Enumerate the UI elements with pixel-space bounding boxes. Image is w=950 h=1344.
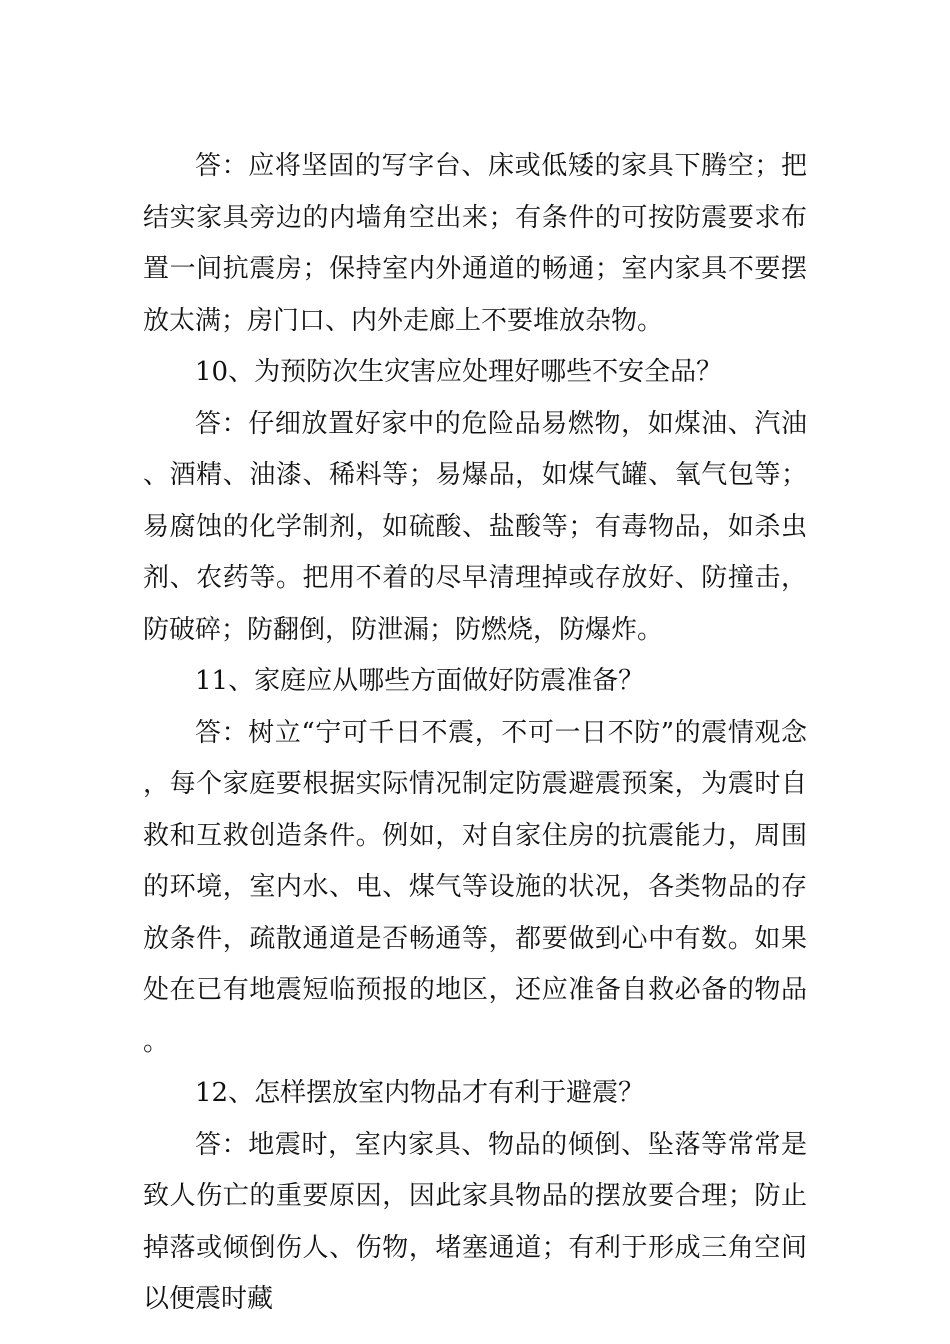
answer-paragraph-11: 答：树立“宁可千日不震，不可一日不防”的震情观念，每个家庭要根据实际情况制定防震避震预案，为震时自救和互救创造条件。例如，对自家住房的抗震能力，周围的环境，室内水、电、煤气等设施的状况，各类物品的存放条件，疏散通道是否畅通等，都要做到心中有数。如果处在已有地震短临预报的地区，还应准备自救必备的物品。 [143, 717, 807, 1057]
answer-paragraph-9: 答：应将坚固的写字台、床或低矮的家具下腾空；把结实家具旁边的内墙角空出来；有条件的可按防震要求布置一间抗震房；保持室内外通道的畅通；室内家具不要摆放太满；房门口、内外走廊上不要堆放杂物。 [143, 151, 807, 336]
answer-paragraph-12: 答：地震时，室内家具、物品的倾倒、坠落等常常是致人伤亡的重要原因，因此家具物品的摆放要合理；防止掉落或倾倒伤人、伤物，堵塞通道；有利于形成三角空间以便震时藏 [143, 1129, 807, 1314]
document-body [143, 141, 807, 1326]
question-heading-10: 10、为预防次生灾害应处理好哪些不安全品？ [195, 357, 723, 387]
answer-paragraph-10: 答：仔细放置好家中的危险品易燃物，如煤油、汽油、酒精、油漆、稀料等；易爆品，如煤气罐、氧气包等；易腐蚀的化学制剂，如硫酸、盐酸等；有毒物品，如杀虫剂、农药等。把用不着的尽早清理掉或存放好、防撞击，防破碎；防翻倒，防泄漏；防燃烧，防爆炸。 [143, 408, 807, 645]
question-heading-12: 12、怎样摆放室内物品才有利于避震？ [195, 1078, 645, 1108]
question-heading-11: 11、家庭应从哪些方面做好防震准备？ [195, 666, 645, 696]
